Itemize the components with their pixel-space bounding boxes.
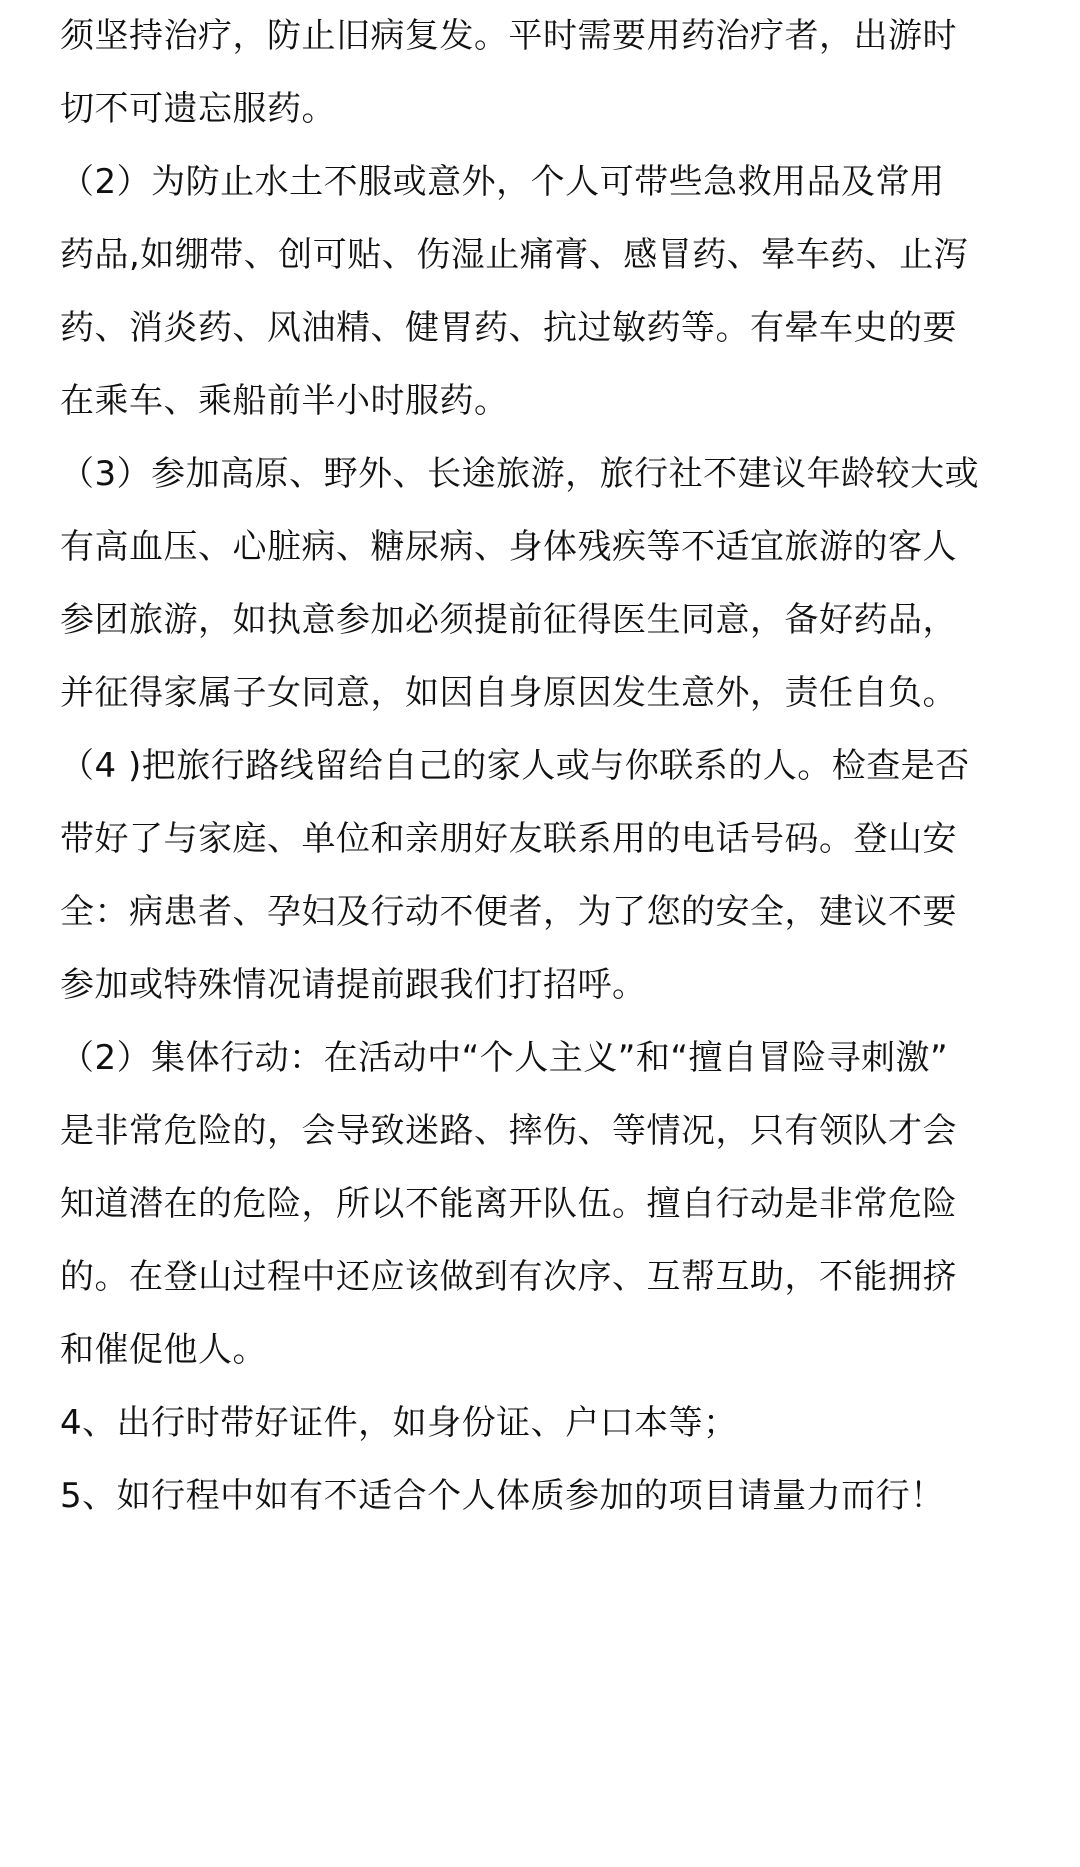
document-body <box>60 0 1028 1533</box>
text-line: 知道潜在的危险，所以不能离开队伍。擅自行动是非常危险 <box>60 1184 957 1224</box>
text-line: 参团旅游，如执意参加必须提前征得医生同意，备好药品， <box>60 600 957 640</box>
text-line: （3）参加高原、野外、长途旅游，旅行社不建议年龄较大或 <box>60 454 980 494</box>
text-line: 在乘车、乘船前半小时服药。 <box>60 381 509 421</box>
text-line: 5、如行程中如有不适合个人体质参加的项目请量力而行！ <box>60 1476 945 1516</box>
text-line: 带好了与家庭、单位和亲朋好友联系用的电话号码。登山安 <box>60 819 957 859</box>
text-line: （2）集体行动：在活动中“个人主义”和“擅自冒险寻刺激” <box>60 1038 949 1078</box>
text-line: 并征得家属子女同意，如因自身原因发生意外，责任自负。 <box>60 673 957 713</box>
text-line: 药、消炎药、风油精、健胃药、抗过敏药等。有晕车史的要 <box>60 308 957 348</box>
text-line: 是非常危险的，会导致迷路、摔伤、等情况，只有领队才会 <box>60 1111 957 1151</box>
text-line: 参加或特殊情况请提前跟我们打招呼。 <box>60 965 647 1005</box>
text-line: （4 )把旅行路线留给自己的家人或与你联系的人。检查是否 <box>60 746 970 786</box>
text-line: 有高血压、心脏病、糖尿病、身体残疾等不适宜旅游的客人 <box>60 527 957 567</box>
text-line: 药品,如绷带、创可贴、伤湿止痛膏、感冒药、晕车药、止泻 <box>60 235 969 275</box>
text-line: 和催促他人。 <box>60 1330 267 1370</box>
text-line: 全：病患者、孕妇及行动不便者，为了您的安全，建议不要 <box>60 892 957 932</box>
text-line: 4、出行时带好证件，如身份证、户口本等； <box>60 1403 738 1443</box>
text-line: 须坚持治疗，防止旧病复发。平时需要用药治疗者，出游时 <box>60 16 957 56</box>
text-line: 的。在登山过程中还应该做到有次序、互帮互助，不能拥挤 <box>60 1257 957 1297</box>
text-line: （2）为防止水土不服或意外，个人可带些急救用品及常用 <box>60 162 945 202</box>
text-line: 切不可遗忘服药。 <box>60 89 336 129</box>
